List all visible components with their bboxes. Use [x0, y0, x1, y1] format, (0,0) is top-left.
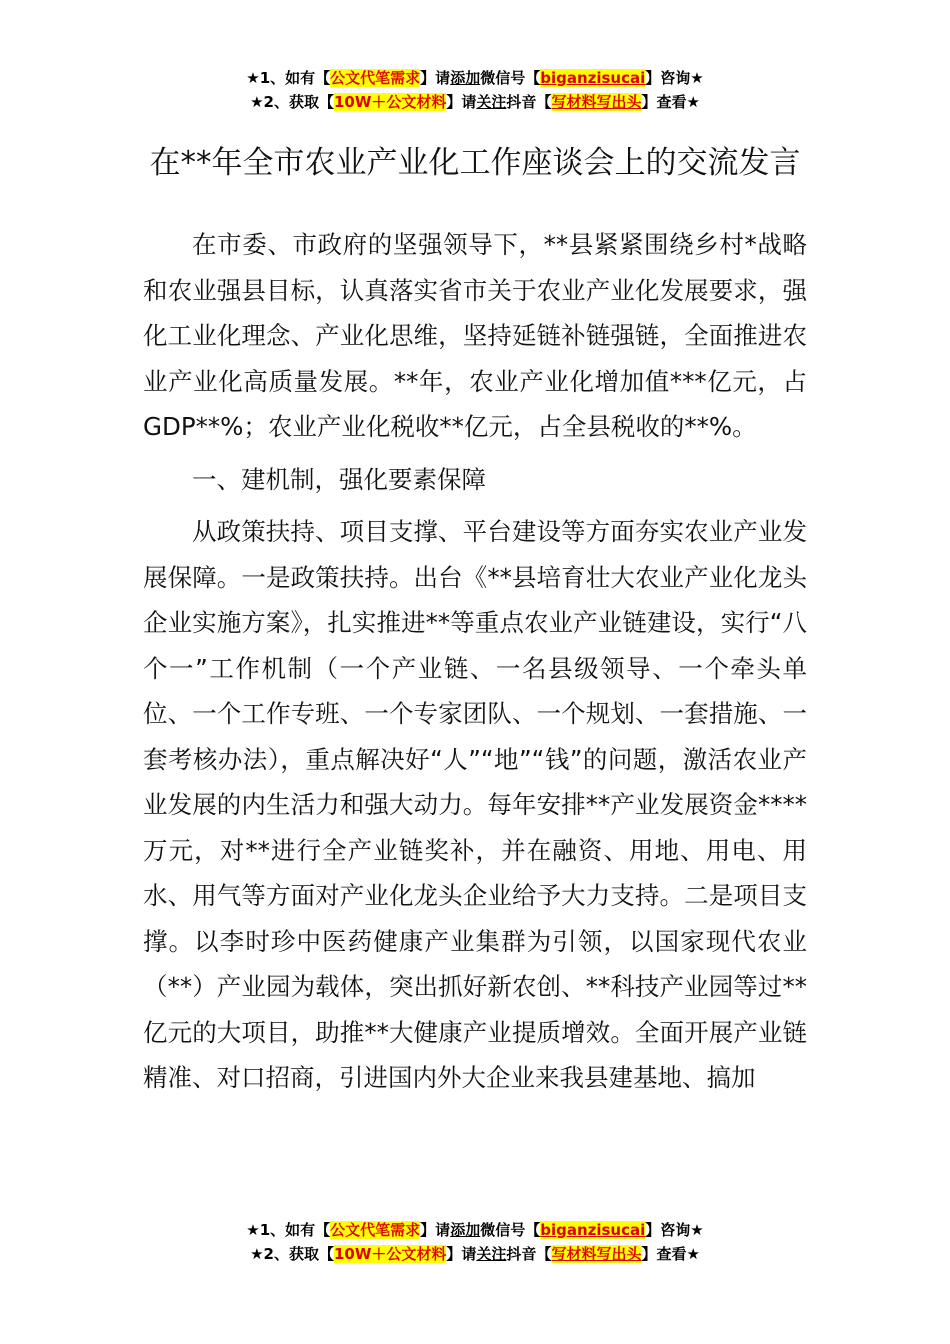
promo-banner-bottom [0, 1218, 950, 1266]
promo-line-1: ★1、如有【公文代笔需求】请添加微信号【biganzisucai】咨询★ [246, 69, 704, 87]
wechat-id: biganzisucai [540, 69, 646, 87]
section-paragraph: 从政策扶持、项目支撑、平台建设等方面夯实农业产业发展保障。一是政策扶持。出台《**县培育壮大农业产业化龙头企业实施方案》，扎实推进**等重点农业产业链建设，实行“八个一”工作机制（一个产业链、一名县级领导、一个牵头单位、一个工作专班、一个专家团队、一个规划、一套措施、一套考核办法），重点解决好“人”“地”“钱”的问题，激活农业产业发展的内生活力和强大动力。每年安排**产业发展资金****万元，对**进行全产业链奖补，并在融资、用地、用电、用水、用气等方面对产业化龙头企业给予大力支持。二是项目支撑。以李时珍中医药健康产业集群为引领，以国家现代农业（**）产业园为载体，突出抓好新农创、**科技产业园等过**亿元的大项目，助推**大健康产业提质增效。全面开展产业链精准、对口招商，引进国内外大企业来我县建基地、搞加 [143, 517, 807, 1092]
document-title: 在**年全市农业产业化工作座谈会上的交流发言 [149, 144, 801, 181]
section-heading: 一、建机制，强化要素保障 [192, 464, 486, 494]
promo-highlight: 公文代笔需求 [330, 1221, 421, 1239]
promo-highlight: 10W＋公文材料 [333, 93, 447, 111]
douyin-account: 写材料写出头 [551, 1245, 642, 1263]
promo-banner-top [0, 66, 950, 114]
promo-highlight: 10W＋公文材料 [333, 1245, 447, 1263]
promo-line-1: ★1、如有【公文代笔需求】请添加微信号【biganzisucai】咨询★ [246, 1221, 704, 1239]
douyin-account: 写材料写出头 [551, 93, 642, 111]
document-body [143, 222, 807, 1101]
wechat-id: biganzisucai [540, 1221, 646, 1239]
promo-line-2: ★2、获取【10W＋公文材料】请关注抖音【写材料写出头】查看★ [250, 93, 700, 111]
intro-paragraph: 在市委、市政府的坚强领导下，**县紧紧围绕乡村*战略和农业强县目标，认真落实省市关于农业产业化发展要求，强化工业化理念、产业化思维，坚持延链补链强链，全面推进农业产业化高质量发展。**年，农业产业化增加值***亿元，占GDP**%；农业产业化税收**亿元，占全县税收的**%。 [143, 230, 807, 441]
promo-highlight: 公文代笔需求 [330, 69, 421, 87]
promo-line-2: ★2、获取【10W＋公文材料】请关注抖音【写材料写出头】查看★ [250, 1245, 700, 1263]
